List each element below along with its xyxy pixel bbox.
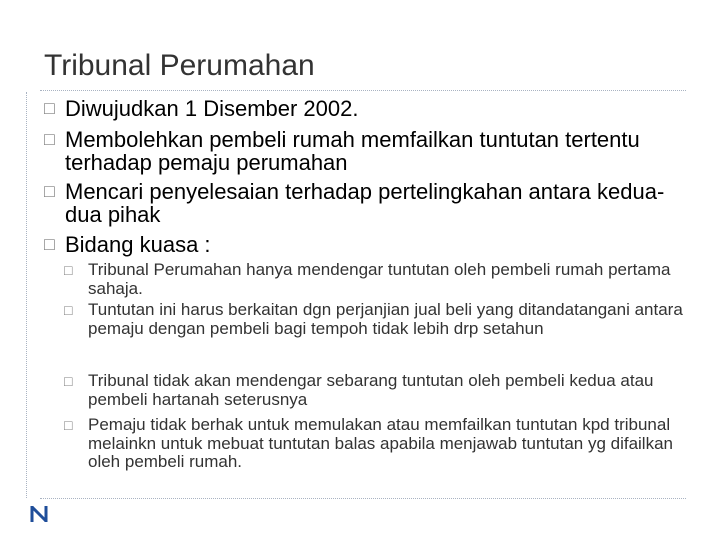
sub-bullet-item xyxy=(64,261,688,298)
bullet-item xyxy=(44,180,684,226)
bullet-box-icon: □ xyxy=(64,302,73,318)
bullet-item xyxy=(44,97,684,120)
sub-bullet-item xyxy=(64,416,688,472)
bullet-box-icon: □ xyxy=(44,234,55,254)
sub-bullet-text: Pemaju tidak berhak untuk memulakan atau memfailkan tuntutan kpd tribunal melainkn untuk mebuat tuntutan balas apabila menjawab tuntutan yg difailkan oleh pembeli rumah. xyxy=(88,415,673,471)
bullet-text: Membolehkan pembeli rumah memfailkan tuntutan tertentu terhadap pemaju perumahan xyxy=(65,127,640,175)
bullet-box-icon: □ xyxy=(64,262,73,278)
bullet-box-icon: □ xyxy=(44,98,55,118)
bullet-text: Bidang kuasa : xyxy=(65,232,211,257)
bullet-box-icon: □ xyxy=(44,181,55,201)
sub-bullet-text: Tribunal Perumahan hanya mendengar tuntutan oleh pembeli rumah pertama sahaja. xyxy=(88,260,671,298)
slide-logo-icon xyxy=(30,505,48,523)
slide-title: Tribunal Perumahan xyxy=(44,49,315,82)
bullet-item xyxy=(44,128,684,174)
sub-bullet-text: Tuntutan ini harus berkaitan dgn perjanjian jual beli yang ditandatangani antara pemaju dengan pembeli bagi tempoh tidak lebih drp setahun xyxy=(88,300,683,338)
footer-divider xyxy=(40,498,686,499)
bullet-box-icon: □ xyxy=(64,373,73,389)
sub-bullet-item xyxy=(64,301,688,338)
bullet-text: Diwujudkan 1 Disember 2002. xyxy=(65,96,359,121)
bullet-item xyxy=(44,233,684,256)
bullet-box-icon: □ xyxy=(44,129,55,149)
sub-bullet-item xyxy=(64,372,688,409)
sub-bullet-text: Tribunal tidak akan mendengar sebarang tuntutan oleh pembeli kedua atau pembeli hartanah seterusnya xyxy=(88,371,654,409)
bullet-box-icon: □ xyxy=(64,417,73,433)
bullet-text: Mencari penyelesaian terhadap pertelingkahan antara kedua-dua pihak xyxy=(65,179,665,227)
